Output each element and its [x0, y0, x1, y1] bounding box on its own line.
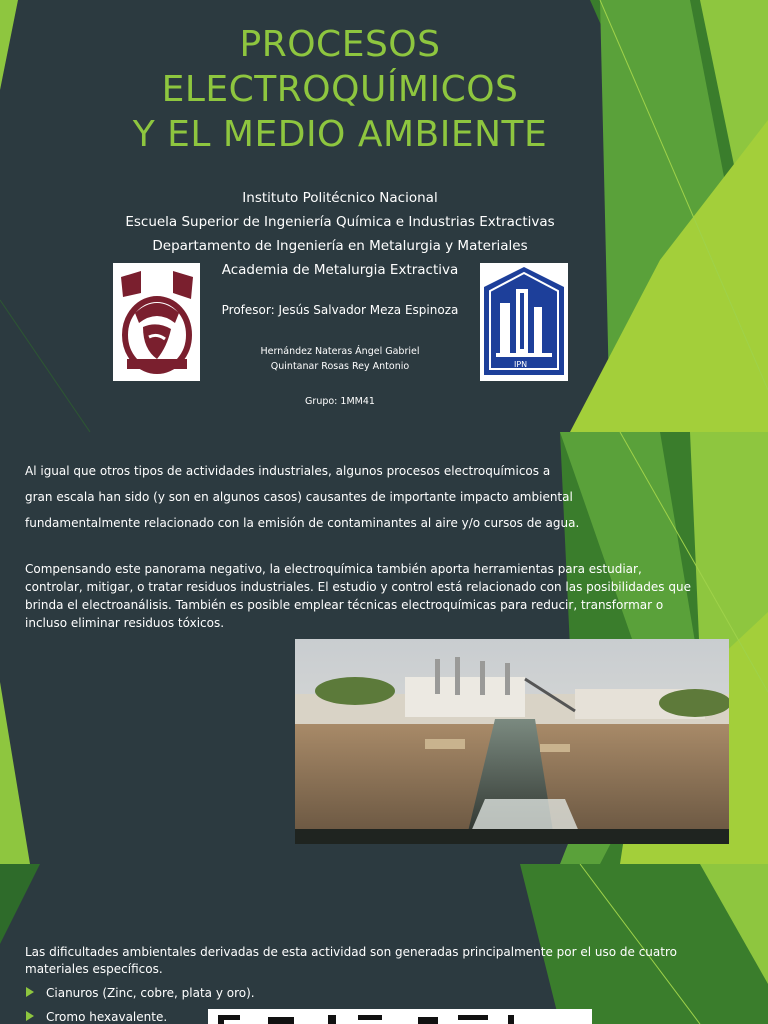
institution-line: Escuela Superior de Ingeniería Química e Industrias Extractivas: [125, 214, 555, 230]
bullet-arrow-icon: [26, 987, 34, 997]
paragraph-line: fundamentalmente relacionado con la emisión de contaminantes al aire y/o cursos de agua.: [25, 516, 580, 530]
list-item-text: Cianuros (Zinc, cobre, plata y oro).: [46, 986, 255, 1000]
svg-text:IPN: IPN: [514, 360, 528, 369]
institution-line: Academia de Metalurgia Extractiva: [221, 262, 459, 278]
title-slide: [0, 0, 768, 432]
presentation-title: [90, 22, 590, 157]
title-line-1: PROCESOS: [239, 24, 441, 65]
cropped-diagram-image: [208, 1009, 592, 1024]
paragraph-line: incluso eliminar residuos tóxicos.: [25, 616, 225, 630]
paragraph-line: Las dificultades ambientales derivadas de esta actividad son generadas principalmente por el uso de cuatro: [25, 945, 677, 959]
student-name: Quintanar Rosas Rey Antonio: [270, 361, 410, 372]
impact-paragraph: [25, 458, 625, 536]
bullet-arrow-icon: [26, 1011, 34, 1021]
ipn-logo-icon: [113, 263, 200, 381]
industrial-wastewater-photo: [295, 639, 729, 844]
list-item-text: Cromo hexavalente.: [46, 1010, 168, 1024]
compensation-paragraph: [25, 560, 725, 632]
title-line-3: Y EL MEDIO AMBIENTE: [132, 114, 548, 155]
paragraph-line: materiales específicos.: [25, 962, 163, 976]
paragraph-line: Compensando este panorama negativo, la electroquímica también aporta herramientas para estudiar,: [25, 562, 642, 576]
institution-line: Instituto Politécnico Nacional: [242, 190, 438, 206]
student-name: Hernández Nateras Ángel Gabriel: [260, 346, 420, 357]
paragraph-line: gran escala han sido (y son en algunos casos) causantes de importante impacto ambiental: [25, 490, 573, 504]
paragraph-line: Al igual que otros tipos de actividades industriales, algunos procesos electroquímicos a: [25, 464, 551, 478]
title-line-2: ELECTROQUÍMICOS: [161, 69, 519, 110]
professor-name: Profesor: Jesús Salvador Meza Espinoza: [221, 303, 459, 317]
materials-paragraph: [25, 944, 745, 978]
impact-slide: [0, 432, 768, 864]
list-item: [24, 984, 255, 1008]
esiqie-logo-icon: [480, 263, 568, 381]
paragraph-line: brinda el electroanálisis. También es posible emplear técnicas electroquímicas para reducir, transformar o: [25, 598, 664, 612]
materials-slide: [0, 864, 768, 1024]
paragraph-line: controlar, mitigar, o tratar residuos industriales. El estudio y control está relacionado con las posibilidades que: [25, 580, 691, 594]
svg-text:IPN: IPN: [143, 278, 167, 292]
institution-line: Departamento de Ingeniería en Metalurgia y Materiales: [152, 238, 528, 254]
group-label: Grupo: 1MM41: [305, 396, 375, 407]
